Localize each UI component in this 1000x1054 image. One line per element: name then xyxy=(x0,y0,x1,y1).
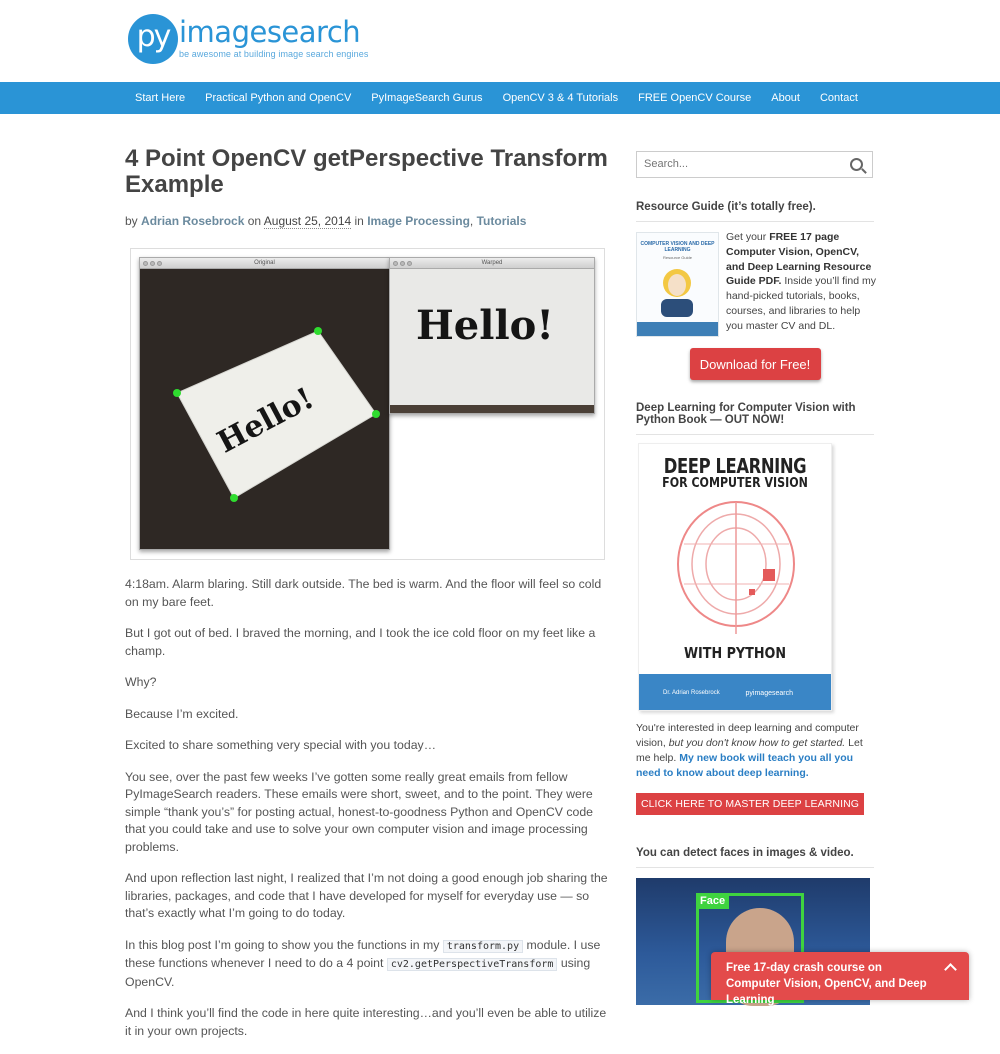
resource-guide-widget xyxy=(636,230,874,338)
sidebar xyxy=(636,151,874,1005)
book-publisher: pyimagesearch xyxy=(745,690,793,697)
face-box-label: Face xyxy=(696,893,729,909)
meta-by: by xyxy=(125,214,138,228)
window-original xyxy=(139,257,390,550)
category-link-tutorials[interactable]: Tutorials xyxy=(476,214,527,228)
nav-gurus[interactable]: PyImageSearch Gurus xyxy=(371,92,483,104)
cover-subtitle: Resource Guide xyxy=(663,255,692,260)
master-deep-learning-button[interactable]: CLICK HERE TO MASTER DEEP LEARNING xyxy=(636,793,864,815)
site-header xyxy=(0,0,1000,82)
window-original-title: Original xyxy=(254,260,275,266)
face-detection-title: You can detect faces in images & video. xyxy=(636,847,874,868)
dl-book-text: You're interested in deep learning and computer vision, but you don't know how to get started. Let me help. My new book will teach you all you need to know about deep learning. xyxy=(636,722,863,779)
book-title-line1: DEEP LEARNING xyxy=(663,454,807,478)
code-getperspectivetransform: cv2.getPerspectiveTransform xyxy=(387,958,558,971)
dl-book-link[interactable]: My new book will teach you all you need to know about deep learning. xyxy=(636,752,854,779)
book-title-line2: FOR COMPUTER VISION xyxy=(662,476,808,491)
author-link[interactable]: Adrian Rosebrock xyxy=(141,214,245,228)
meta-on: on xyxy=(247,214,262,228)
cover-title: COMPUTER VISION AND DEEP LEARNING xyxy=(640,241,715,253)
feature-figure xyxy=(130,248,605,560)
window-warped xyxy=(389,257,595,414)
paragraph-1: 4:18am. Alarm blaring. Still dark outside. The bed is warm. And the floor will feel so cold on my bare feet. xyxy=(125,577,602,609)
nav-opencv-tutorials[interactable]: OpenCV 3 & 4 Tutorials xyxy=(502,92,619,104)
resource-guide-title: Resource Guide (it’s totally free). xyxy=(636,201,874,222)
dl-book-title: Deep Learning for Computer Vision with Python Book — OUT NOW! xyxy=(636,402,874,435)
post-content xyxy=(125,576,612,1040)
site-logo[interactable] xyxy=(128,14,368,64)
article xyxy=(125,146,612,1054)
original-image xyxy=(140,269,389,549)
chevron-up-icon[interactable] xyxy=(944,963,957,976)
main-nav xyxy=(0,82,1000,114)
post-meta xyxy=(125,214,612,228)
search-input[interactable] xyxy=(644,158,834,170)
post-title: 4 Point OpenCV getPerspective Transform Example xyxy=(125,145,608,198)
download-free-button[interactable]: Download for Free! xyxy=(690,348,821,380)
code-transform-py: transform.py xyxy=(443,940,523,953)
category-link-image-processing[interactable]: Image Processing xyxy=(367,214,470,228)
warped-image xyxy=(390,269,594,413)
warped-hello-text: Hello! xyxy=(416,302,554,349)
card-hello-text: Hello! xyxy=(211,380,320,461)
cover-illustration xyxy=(637,259,718,319)
nav-about[interactable]: About xyxy=(771,92,800,104)
search-box xyxy=(636,151,873,178)
paragraph-2: But I got out of bed. I braved the morning, and I took the ice cold floor on my feet like a champ. xyxy=(125,626,596,658)
paragraph-8: In this blog post I’m going to show you the functions in my transform.py module. I use these functions whenever I need to do a 4 point cv2.getPerspectiveTransform using OpenCV. xyxy=(125,937,601,989)
paragraph-4: Because I’m excited. xyxy=(125,706,239,721)
search-icon[interactable] xyxy=(850,158,863,171)
resource-guide-text: Get your FREE 17 page Computer Vision, OpenCV, and Deep Learning Resource Guide PDF. Inside you’ll find my hand-picked tutorials, books, courses, and libraries to help you master CV and DL. xyxy=(726,231,876,332)
category-separator: , xyxy=(469,214,474,228)
book-title-line3: WITH PYTHON xyxy=(683,644,787,662)
popup-text: Free 17-day crash course on Computer Vision, OpenCV, and Deep Learning xyxy=(726,962,927,1006)
nav-practical-python[interactable]: Practical Python and OpenCV xyxy=(205,92,352,104)
post-date: August 25, 2014 xyxy=(263,214,352,228)
logo-tagline: be awesome at building image search engines xyxy=(179,49,369,59)
nav-contact[interactable]: Contact xyxy=(819,92,858,104)
book-author: Dr. Adrian Rosebrock xyxy=(663,690,720,696)
logo-mark: py xyxy=(128,14,178,64)
meta-in: in xyxy=(354,214,364,228)
logo-name: imagesearch xyxy=(179,15,361,49)
paragraph-3: Why? xyxy=(125,675,157,689)
paragraph-5: Excited to share something very special with you today… xyxy=(125,738,436,752)
paragraph-6: You see, over the past few weeks I’ve gotten some really great emails from fellow PyImageSearch readers. These emails were short, sweet, and to the point. They were simple “thank you’s” for posting actual, honest-to-goodness Python and OpenCV code that you could take and use to solve your own computer vision and image processing problems. xyxy=(125,769,594,854)
paragraph-9: And I think you’ll find the code in here quite interesting…and you’ll even be able to utilize it in your own projects. xyxy=(125,1006,607,1038)
nav-free-course[interactable]: FREE OpenCV Course xyxy=(638,92,752,104)
resource-guide-cover[interactable] xyxy=(636,232,719,337)
nav-start-here[interactable]: Start Here xyxy=(135,92,186,104)
dl-book-cover[interactable] xyxy=(638,443,832,711)
brain-circuit-illustration xyxy=(639,494,833,644)
window-warped-title: Warped xyxy=(481,260,503,266)
crash-course-popup[interactable] xyxy=(711,952,969,1006)
paragraph-7: And upon reflection last night, I realized that I’m not doing a good enough job sharing the libraries, packages, and code that I have developed for myself for everyday use — so that’s exactly what I’m going to do today. xyxy=(125,871,608,920)
